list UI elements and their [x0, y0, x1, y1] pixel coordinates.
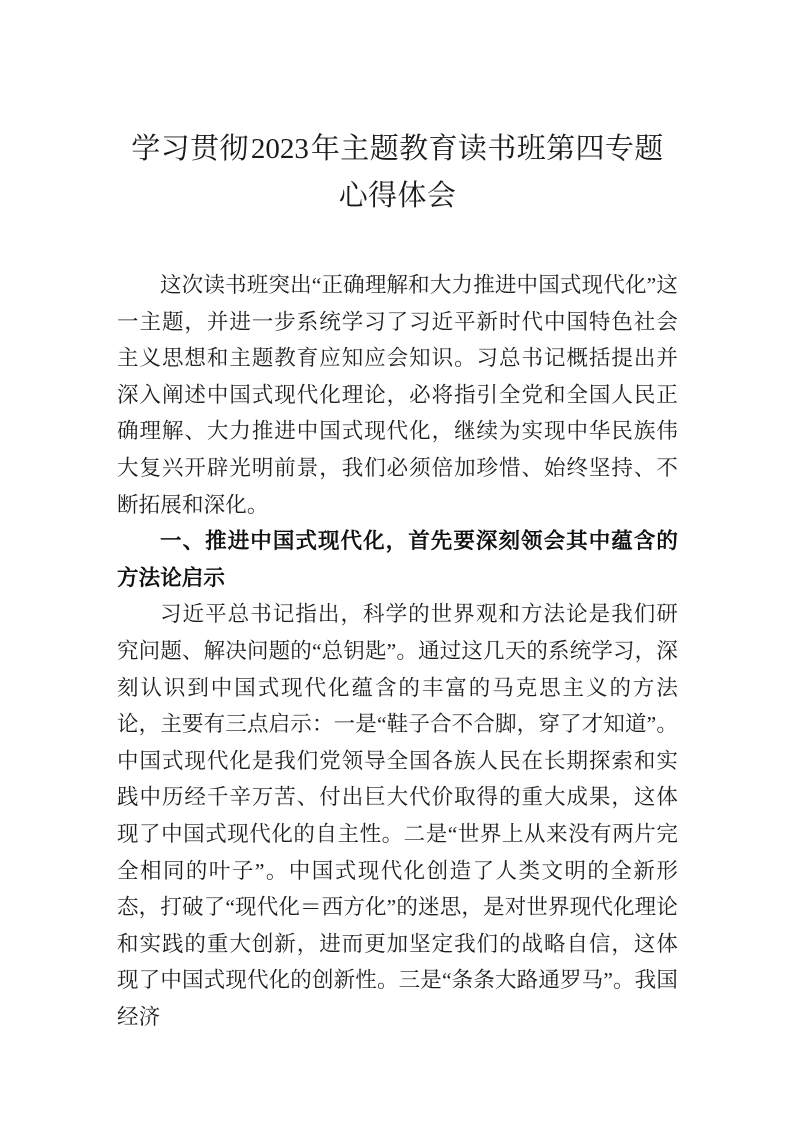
title-text-part-1: 学习贯彻	[131, 133, 249, 165]
title-text-part-3: 心得体会	[338, 180, 457, 212]
title-body-spacer	[117, 220, 678, 267]
page-title	[117, 0, 678, 220]
document-content	[117, 0, 678, 1035]
section-one-paragraph: 习近平总书记指出，科学的世界观和方法论是我们研究问题、解决问题的“总钥匙”。通过这几天的系统学习，深刻认识到中国式现代化蕴含的丰富的马克思主义的方法论，主要有三点启示：一是“鞋子合不合脚，穿了才知道”。中国式现代化是我们党领导全国各族人民在长期探索和实践中历经千辛万苦、付出巨大代价取得的重大成果，这体现了中国式现代化的自主性。二是“世界上从来没有两片完全相同的叶子”。中国式现代化创造了人类文明的全新形态，打破了“现代化＝西方化”的迷思，是对世界现代化理论和实践的重大创新，进而更加坚定我们的战略自信，这体现了中国式现代化的创新性。三是“条条大路通罗马”。我国经济	[117, 602, 678, 1029]
section-heading-one: 一、推进中国式现代化，首先要深刻领会其中蕴含的方法论启示	[117, 529, 678, 590]
intro-paragraph: 这次读书班突出“正确理解和大力推进中国式现代化”这一主题，并进一步系统学习了习近平新时代中国特色社会主义思想和主题教育应知应会知识。习总书记概括提出并深入阐述中国式现代化理论，必将指引全党和全国人民正确理解、大力推进中国式现代化，继续为实现中华民族伟大复兴开辟光明前景，我们必须倍加珍惜、始终坚持、不断拓展和深化。	[117, 273, 678, 517]
title-year: 2023	[250, 133, 309, 165]
title-text-part-2: 年主题教育读书班第四专题	[310, 133, 664, 165]
